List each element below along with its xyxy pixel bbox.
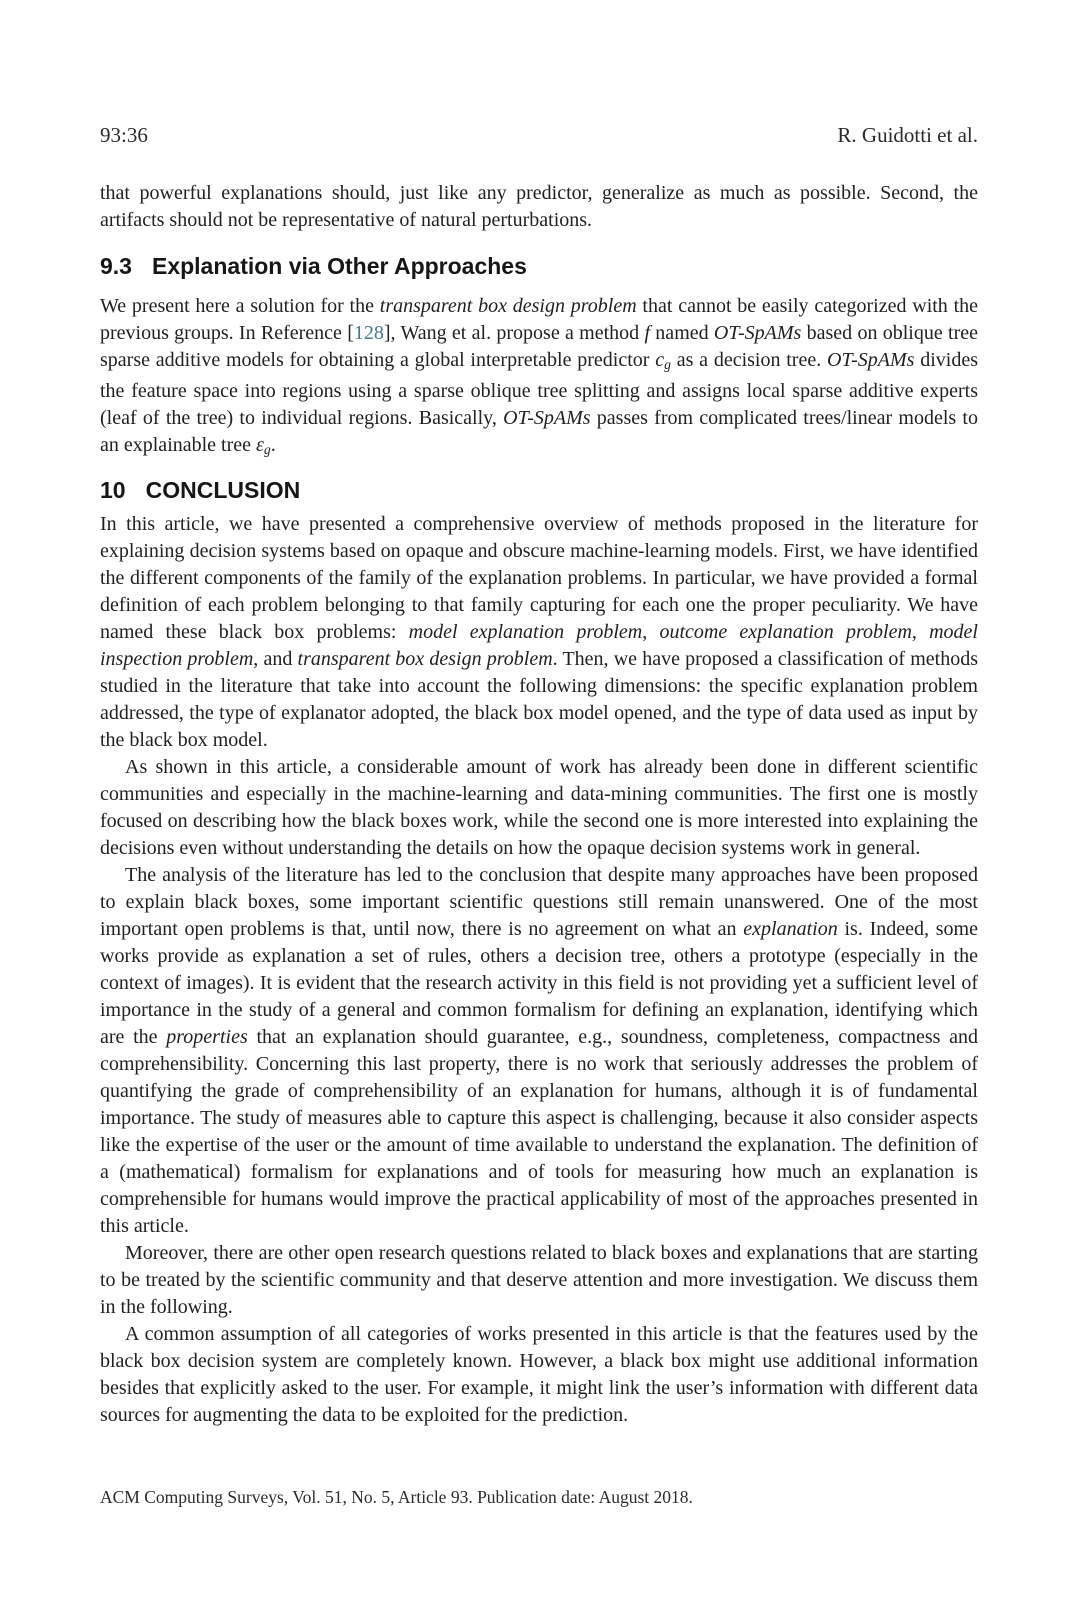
text-segment: A common assumption of all categories of works presented in this article is that the features used by the black box decision system are completely known. However, a black box might use additional information besides that explicitly asked to the user. For example, it might link the user’s information with different data sources for augmenting the data to be exploited for the prediction. (100, 1322, 978, 1426)
text-segment: transparent box design problem (379, 295, 637, 317)
running-head (100, 125, 978, 146)
text-segment: As shown in this article, a considerable amount of work has already been done in different scientific communities and especially in the machine-learning and data-mining communities. The first one is mostly focused on describing how the black boxes work, while the second one is more interested into explaining the decisions even without understanding the details on how the opaque decision systems work in general. (100, 755, 978, 859)
section-number: 9.3 (100, 253, 132, 279)
text-segment: is. Indeed, some works provide as explanation a set of rules, others a decision tree, others a prototype (especially in the context of images). It is evident that the research activity in this field is not providing yet a sufficient level of importance in the study of a general and common formalism for defining an explanation, identifying which are the (100, 917, 978, 1048)
text-segment: outcome explanation problem (659, 620, 912, 643)
section-number: 10 (100, 476, 126, 503)
text-segment: Moreover, there are other open research questions related to black boxes and explanations that are starting to be treated by the scientific community and that deserve attention and more investigation. We discuss them in the following. (100, 1241, 978, 1318)
section-title: Explanation via Other Approaches (151, 253, 527, 279)
text-segment: f (644, 322, 651, 344)
text-segment: that powerful explanations should, just like any predictor, generalize as much as possible. Second, the artifacts should not be representative of natural perturbations. (100, 182, 978, 231)
text-segment: OT-SpAMs (713, 322, 802, 344)
text-segment: , and (253, 647, 298, 670)
text-segment: In this article, we have presented a comprehensive overview of methods proposed in the literature for explaining decision systems based on opaque and obscure machine-learning models. First, we have identified the different components of the family of the explanation problems. In particular, we have provided a formal definition of each problem belonging to that family capturing for each one the proper peculiarity. We have named these black box problems: (100, 512, 978, 643)
text-segment: c (655, 349, 665, 371)
section-heading-10 (100, 477, 978, 503)
text-segment: divides the feature space into regions using a sparse oblique tree splitting and assigns local sparse additive experts (leaf of the tree) to individual regions. Basically, (100, 349, 978, 429)
text-segment: explanation (743, 917, 838, 940)
page-number: 93:36 (100, 123, 148, 147)
section-title: CONCLUSION (145, 476, 301, 503)
text-segment: model inspection problem (100, 620, 978, 670)
conclusion-paragraph (100, 754, 978, 862)
text-segment: passes from complicated trees/linear models to an explainable tree (100, 406, 978, 456)
section-9-3-paragraph (100, 293, 978, 463)
text-segment: model explanation problem (408, 620, 643, 643)
text-segment: We present here a solution for the (100, 295, 380, 317)
conclusion-paragraph (100, 511, 978, 754)
text-segment: , (642, 620, 660, 643)
conclusion-paragraph (100, 862, 978, 1240)
text-segment: OT-SpAMs (503, 406, 591, 429)
journal-footer: ACM Computing Surveys, Vol. 51, No. 5, Article 93. Publication date: August 2018. (100, 1487, 693, 1507)
text-segment: OT-SpAMs (827, 349, 915, 371)
text-segment: as a decision tree. (670, 349, 828, 371)
text-segment: ], Wang et al. propose a method (383, 322, 645, 344)
conclusion-paragraph (100, 1240, 978, 1321)
conclusion-paragraph (100, 1321, 978, 1429)
intro-paragraph (100, 180, 978, 234)
text-segment: based on oblique tree sparse additive models for obtaining a global interpretable predictor (100, 322, 979, 371)
text-segment: g (263, 441, 271, 457)
text-segment: named (650, 322, 714, 344)
text-segment: ε (256, 433, 264, 456)
text-segment: The analysis of the literature has led to the conclusion that despite many approaches have been proposed to explain black boxes, some important scientific questions still remain unanswered. One of the most important open problems is that, until now, there is no agreement on what an (100, 863, 978, 940)
text-segment: that cannot be easily categorized with the previous groups. In Reference [ (100, 295, 979, 344)
citation-ref[interactable]: 128 (353, 322, 384, 344)
text-segment: g (664, 356, 671, 372)
section-heading-9-3 (100, 253, 978, 279)
text-segment: . (270, 433, 276, 456)
text-segment: . Then, we have proposed a classification of methods studied in the literature that take into account the following dimensions: the specific explanation problem addressed, the type of explanator adopted, the black box model opened, and the type of data used as input by the black box model. (100, 647, 978, 751)
text-segment: properties (166, 1025, 248, 1048)
text-segment: transparent box design problem (297, 647, 553, 670)
running-author: R. Guidotti et al. (837, 123, 978, 147)
text-segment: that an explanation should guarantee, e.g., soundness, completeness, compactness and comprehensibility. Concerning this last property, there is no work that seriously addresses the problem of quantifying the grade of comprehensibility of an explanation for humans, although it is of fundamental importance. The study of measures able to capture this aspect is challenging, because it also consider aspects like the expertise of the user or the amount of time available to understand the explanation. The definition of a (mathematical) formalism for explanations and of tools for measuring how much an explanation is comprehensible for humans would improve the practical applicability of most of the approaches presented in this article. (100, 1025, 978, 1237)
text-segment: , (911, 620, 930, 643)
